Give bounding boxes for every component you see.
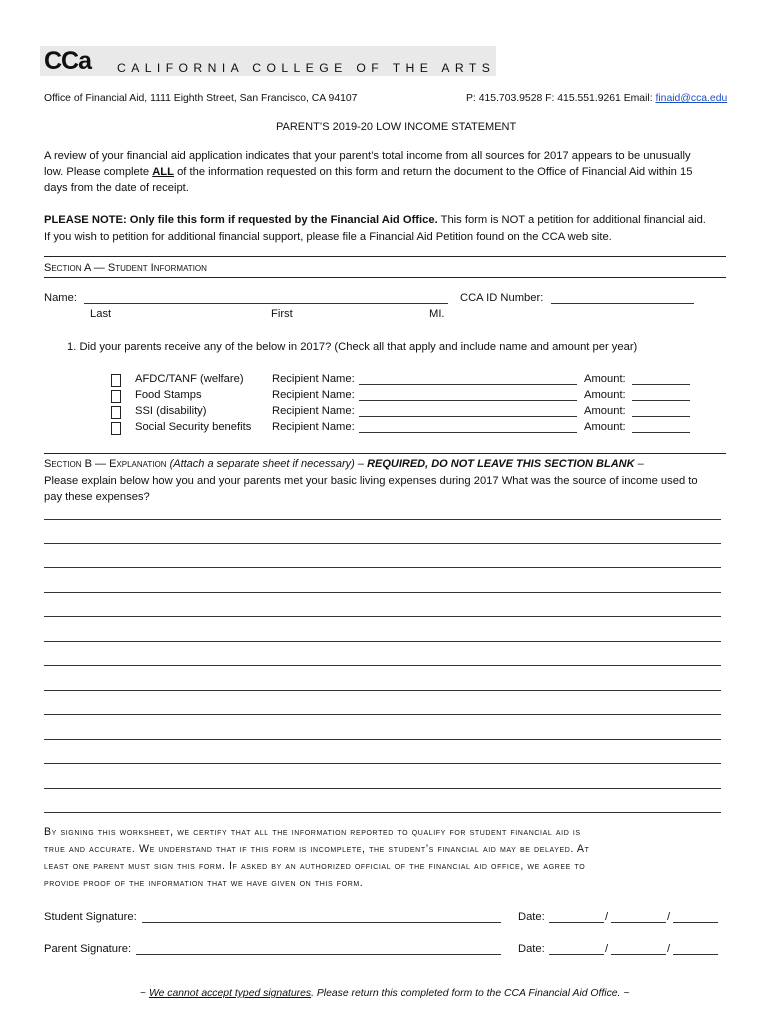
amount-label: Amount: bbox=[584, 373, 626, 385]
parent-date-day[interactable] bbox=[611, 954, 666, 955]
intro-line-2-end: of the information requested on this form and return the document to the Office of Financial Aid within 15 bbox=[173, 166, 693, 178]
parent-date-label: Date: bbox=[518, 943, 545, 955]
explanation-line[interactable] bbox=[44, 519, 721, 520]
certification-line-1: By signing this worksheet, we certify that all the information reported to qualify for student financial aid is bbox=[44, 826, 581, 838]
footer-note bbox=[140, 988, 629, 999]
checkbox-social-security[interactable] bbox=[111, 422, 121, 435]
explanation-line[interactable] bbox=[44, 543, 721, 544]
amount-label: Amount: bbox=[584, 421, 626, 433]
checkbox-ssi[interactable] bbox=[111, 406, 121, 419]
sublabel-mi: MI. bbox=[429, 308, 445, 320]
amount-field[interactable] bbox=[632, 432, 690, 433]
contact-info bbox=[466, 93, 727, 104]
option-food-stamps-label: Food Stamps bbox=[135, 389, 202, 401]
amount-label: Amount: bbox=[584, 389, 626, 401]
amount-field[interactable] bbox=[632, 416, 690, 417]
student-date-month[interactable] bbox=[549, 922, 604, 923]
note-rest: This form is NOT a petition for additional financial aid. bbox=[437, 214, 706, 226]
section-b-prompt-2: pay these expenses? bbox=[44, 491, 150, 503]
option-ssi-label: SSI (disability) bbox=[135, 405, 207, 417]
student-signature-field[interactable] bbox=[142, 922, 501, 923]
date-slash: / bbox=[667, 943, 671, 955]
explanation-line[interactable] bbox=[44, 763, 721, 764]
checkbox-afdc[interactable] bbox=[111, 374, 121, 387]
name-field[interactable] bbox=[84, 303, 448, 304]
recipient-name-field[interactable] bbox=[359, 384, 577, 385]
explanation-line[interactable] bbox=[44, 592, 721, 593]
note-line-1 bbox=[44, 214, 706, 226]
intro-line-2 bbox=[44, 166, 692, 178]
cca-logo: CCa bbox=[44, 47, 92, 75]
parent-date-year[interactable] bbox=[673, 954, 718, 955]
explanation-line[interactable] bbox=[44, 616, 721, 617]
section-a-rule-bottom bbox=[44, 277, 726, 278]
recipient-name-field[interactable] bbox=[359, 432, 577, 433]
student-date-day[interactable] bbox=[611, 922, 666, 923]
explanation-line[interactable] bbox=[44, 714, 721, 715]
option-afdc-label: AFDC/TANF (welfare) bbox=[135, 373, 244, 385]
page-title: PARENT’S 2019-20 LOW INCOME STATEMENT bbox=[276, 121, 517, 133]
sublabel-last: Last bbox=[90, 308, 112, 320]
student-date-label: Date: bbox=[518, 911, 545, 923]
intro-line-1: A review of your financial aid application indicates that your parent’s total income from all sources for 2017 appears to be unusually bbox=[44, 150, 691, 162]
recipient-name-field[interactable] bbox=[359, 416, 577, 417]
section-a-heading: Section A — Student Information bbox=[44, 262, 207, 274]
certification-line-4: provide proof of the information that we have given on this form. bbox=[44, 877, 364, 889]
email-link[interactable]: finaid@cca.edu bbox=[655, 93, 728, 104]
explanation-line[interactable] bbox=[44, 690, 721, 691]
question-1: 1. Did your parents receive any of the below in 2017? (Check all that apply and include name and amount per year) bbox=[67, 341, 638, 353]
section-a-rule-top bbox=[44, 256, 726, 257]
footer-rest: . Please return this completed form to the CCA Financial Aid Office. ~ bbox=[311, 988, 630, 999]
student-date-year[interactable] bbox=[673, 922, 718, 923]
recipient-label: Recipient Name: bbox=[272, 405, 355, 417]
footer-prefix: ~ bbox=[140, 988, 149, 999]
explanation-line[interactable] bbox=[44, 788, 721, 789]
explanation-line[interactable] bbox=[44, 739, 721, 740]
note-bold: PLEASE NOTE: Only file this form if requested by the Financial Aid Office. bbox=[44, 214, 438, 226]
date-slash: / bbox=[605, 943, 609, 955]
checkbox-food-stamps[interactable] bbox=[111, 390, 121, 403]
recipient-label: Recipient Name: bbox=[272, 389, 355, 401]
section-b-required: REQUIRED, DO NOT LEAVE THIS SECTION BLANK bbox=[367, 458, 635, 470]
section-b-rule bbox=[44, 453, 726, 454]
student-signature-label: Student Signature: bbox=[44, 911, 137, 923]
section-b-header bbox=[44, 458, 644, 470]
footer-typed-signatures: We cannot accept typed signatures bbox=[148, 988, 312, 999]
date-slash: / bbox=[605, 911, 609, 923]
recipient-name-field[interactable] bbox=[359, 400, 577, 401]
intro-line-3: days from the date of receipt. bbox=[44, 182, 189, 194]
section-b-attach-note: (Attach a separate sheet if necessary) – bbox=[169, 458, 364, 470]
amount-field[interactable] bbox=[632, 400, 690, 401]
amount-field[interactable] bbox=[632, 384, 690, 385]
cca-id-field[interactable] bbox=[551, 303, 694, 304]
certification-line-2: true and accurate. We understand that if this form is incomplete, the student’s financial aid may be delayed. At bbox=[44, 843, 590, 855]
explanation-line[interactable] bbox=[44, 665, 721, 666]
parent-date-month[interactable] bbox=[549, 954, 604, 955]
note-line-2: If you wish to petition for additional financial support, please file a Financial Aid Petition found on the CCA web site. bbox=[44, 231, 612, 243]
intro-line-2-start: low. Please complete bbox=[44, 166, 153, 178]
office-address: Office of Financial Aid, 1111 Eighth Street, San Francisco, CA 94107 bbox=[44, 93, 358, 104]
explanation-line[interactable] bbox=[44, 812, 721, 813]
college-name: CALIFORNIA COLLEGE OF THE ARTS bbox=[117, 61, 496, 75]
sublabel-first: First bbox=[271, 308, 293, 320]
explanation-line[interactable] bbox=[44, 567, 721, 568]
section-b-heading: Section B — Explanation bbox=[44, 458, 167, 470]
section-b-dash: – bbox=[637, 458, 644, 470]
name-label: Name: bbox=[44, 292, 77, 304]
explanation-line[interactable] bbox=[44, 641, 721, 642]
certification-line-3: least one parent must sign this form. If asked by an authorized official of the financial aid office, we agree to bbox=[44, 860, 586, 872]
recipient-label: Recipient Name: bbox=[272, 373, 355, 385]
section-b-prompt-1: Please explain below how you and your parents met your basic living expenses during 2017 What was the source of income used to bbox=[44, 475, 698, 487]
parent-signature-label: Parent Signature: bbox=[44, 943, 132, 955]
date-slash: / bbox=[667, 911, 671, 923]
intro-all-emphasis: ALL bbox=[152, 166, 174, 178]
recipient-label: Recipient Name: bbox=[272, 421, 355, 433]
option-social-security-label: Social Security benefits bbox=[135, 421, 252, 433]
contact-phone-fax: P: 415.703.9528 F: 415.551.9261 Email: bbox=[466, 93, 656, 104]
amount-label: Amount: bbox=[584, 405, 626, 417]
parent-signature-field[interactable] bbox=[136, 954, 501, 955]
cca-id-label: CCA ID Number: bbox=[460, 292, 544, 304]
